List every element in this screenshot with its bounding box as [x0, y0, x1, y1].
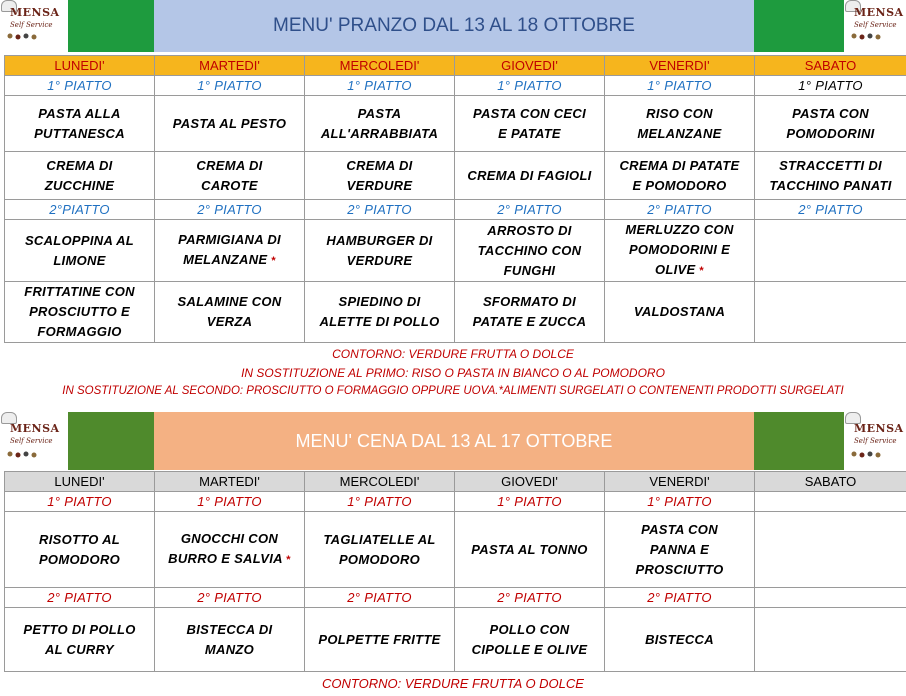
- course-label: 1° PIATTO: [155, 76, 305, 96]
- dish-cell: [605, 96, 755, 152]
- logo-subtitle: Self Service: [854, 437, 897, 445]
- dish-line: PANNA E: [649, 541, 710, 557]
- dish-line: FUNGHI: [503, 262, 556, 278]
- dish-line: PASTA CON: [792, 105, 869, 121]
- logo-decoration-icon: [6, 449, 46, 459]
- dish-line: PETTO DI POLLO: [23, 621, 136, 637]
- lunch-secondo-row-2: [5, 282, 906, 343]
- dish-line: GNOCCHI CON: [180, 531, 279, 546]
- dish-cell: [305, 152, 455, 200]
- dish-line: CIPOLLE E OLIVE: [471, 641, 588, 657]
- dish-line: PASTA AL TONNO: [471, 541, 588, 557]
- day-header: MARTEDI': [155, 56, 305, 76]
- frozen-marker: *: [271, 255, 276, 267]
- course-label: 2°PIATTO: [5, 200, 155, 220]
- lunch-primo-row-2: [5, 152, 906, 200]
- dish-cell: [755, 220, 906, 282]
- green-bar-right: [754, 412, 844, 470]
- dish-cell: [5, 608, 155, 672]
- dish-cell: [155, 608, 305, 672]
- dish-cell: [155, 282, 305, 343]
- dinner-secondo-row: [5, 608, 906, 672]
- dish-cell: [5, 512, 155, 588]
- dish-line: VERDURE: [346, 252, 413, 268]
- dish-line: MELANZANE: [637, 125, 722, 141]
- dish-line: FRITTATINE CON: [24, 284, 135, 299]
- dish-line: PASTA CON: [641, 521, 718, 537]
- dish-cell: [305, 512, 455, 588]
- course-label: 2° PIATTO: [455, 200, 605, 220]
- dish-cell: [455, 152, 605, 200]
- dish-line: [157, 549, 302, 570]
- day-header: MARTEDI': [155, 472, 305, 492]
- dish-line: SFORMATO DI: [482, 294, 577, 309]
- dish-cell: [155, 96, 305, 152]
- course-label: 1° PIATTO: [305, 492, 455, 512]
- dish-text: BURRO E SALVIA: [168, 551, 283, 566]
- dish-cell: [455, 282, 605, 343]
- dish-line: PASTA AL PESTO: [172, 115, 287, 131]
- dish-line: TAGLIATELLE AL: [323, 531, 436, 547]
- dish-cell: [305, 608, 455, 672]
- course-label: 1° PIATTO: [455, 76, 605, 96]
- dish-cell: [755, 282, 906, 343]
- course-label: 2° PIATTO: [605, 200, 755, 220]
- dish-cell: [5, 152, 155, 200]
- course-label: [755, 492, 906, 512]
- dish-line: SPIEDINO DI: [338, 294, 421, 309]
- dish-cell: [455, 96, 605, 152]
- dish-cell: [455, 512, 605, 588]
- dish-line: ZUCCHINE: [44, 177, 115, 193]
- lunch-primo-label-row: [5, 76, 906, 96]
- course-label: 1° PIATTO: [755, 76, 906, 96]
- dinner-days-row: [5, 472, 906, 492]
- dish-line: ALL'ARRABBIATA: [320, 125, 439, 141]
- dish-line: POLPETTE FRITTE: [318, 631, 441, 647]
- dinner-menu-table: [4, 471, 906, 672]
- lunch-note-secondo-substitution: IN SOSTITUZIONE AL SECONDO: PROSCIUTTO O FORMAGGIO OPPURE UOVA.*ALIMENTI SURGELATI O CONTENENTI PRODOTTI SURGELATI: [62, 385, 844, 397]
- dish-cell: [155, 152, 305, 200]
- day-header: LUNEDI': [5, 472, 155, 492]
- day-header: SABATO: [755, 56, 906, 76]
- dinner-primo-row: [5, 512, 906, 588]
- frozen-marker: *: [286, 554, 291, 566]
- dish-line: ALETTE DI POLLO: [319, 314, 440, 329]
- dish-cell: [605, 608, 755, 672]
- dish-line: CREMA DI: [196, 157, 263, 173]
- logo-decoration-icon: [850, 449, 890, 459]
- dish-cell: [755, 608, 906, 672]
- dish-line: CAROTE: [201, 177, 258, 193]
- frozen-marker: *: [699, 265, 705, 277]
- dinner-note-contorno: CONTORNO: VERDURE FRUTTA O DOLCE: [322, 676, 584, 691]
- day-header: MERCOLEDI': [305, 56, 455, 76]
- dinner-title-text: MENU' CENA DAL 13 AL 17 OTTOBRE: [295, 430, 613, 451]
- green-bar-left: [68, 0, 154, 52]
- logo-name: MENSA: [10, 422, 60, 435]
- dish-cell: [755, 512, 906, 588]
- dish-line: POMODORINI: [786, 125, 875, 141]
- course-label: 2° PIATTO: [455, 588, 605, 608]
- dish-line: MERLUZZO CON: [625, 222, 734, 237]
- dish-cell: [755, 96, 906, 152]
- dish-line: AL CURRY: [44, 641, 115, 657]
- mensa-logo-right: [844, 0, 906, 52]
- green-bar-right: [754, 0, 844, 52]
- dish-cell: [305, 96, 455, 152]
- dish-cell: [155, 220, 305, 282]
- mensa-logo-right: [844, 412, 906, 470]
- dish-text: OLIVE: [654, 262, 696, 277]
- lunch-menu-table: [4, 55, 906, 343]
- course-label: 2° PIATTO: [305, 588, 455, 608]
- day-header: VENERDI': [605, 56, 755, 76]
- logo-name: MENSA: [854, 6, 904, 19]
- course-label: 2° PIATTO: [155, 200, 305, 220]
- dish-line: BISTECCA DI: [186, 621, 273, 637]
- dish-line: SCALOPPINA AL: [24, 232, 135, 248]
- dish-cell: [755, 152, 906, 200]
- dish-line: HAMBURGER DI: [326, 232, 433, 248]
- dish-line: PASTA CON CECI: [472, 105, 587, 121]
- dish-cell: [605, 220, 755, 282]
- logo-name: MENSA: [854, 422, 904, 435]
- dish-cell: [605, 512, 755, 588]
- dish-line: CREMA DI: [346, 157, 413, 173]
- dish-line: PROSCIUTTO: [635, 561, 724, 577]
- dish-cell: [605, 152, 755, 200]
- dish-line: PARMIGIANA DI: [178, 232, 281, 247]
- course-label: 2° PIATTO: [305, 200, 455, 220]
- mensa-logo-left: [0, 412, 68, 470]
- dish-cell: [455, 220, 605, 282]
- dish-cell: [305, 282, 455, 343]
- dish-line: TACCHINO PANATI: [769, 177, 892, 193]
- lunch-days-row: [5, 56, 906, 76]
- day-header: MERCOLEDI': [305, 472, 455, 492]
- dish-cell: [155, 512, 305, 588]
- dish-cell: [5, 282, 155, 343]
- dish-line: [157, 250, 302, 271]
- dinner-primo-label-row: [5, 492, 906, 512]
- dish-line: VALDOSTANA: [633, 304, 726, 319]
- dish-line: MANZO: [204, 641, 255, 657]
- dish-cell: [305, 220, 455, 282]
- dish-line: BISTECCA: [645, 631, 714, 647]
- day-header: GIOVEDI': [455, 56, 605, 76]
- dish-line: CREMA DI: [46, 157, 113, 173]
- dish-line: ARROSTO DI: [487, 222, 572, 238]
- dish-line: [607, 260, 752, 281]
- course-label: 2° PIATTO: [605, 588, 755, 608]
- dish-line: PATATE E ZUCCA: [472, 314, 587, 329]
- lunch-primo-row-1: [5, 96, 906, 152]
- dish-line: VERZA: [206, 314, 253, 329]
- dish-line: STRACCETTI DI: [779, 157, 882, 173]
- course-label: 1° PIATTO: [5, 492, 155, 512]
- green-bar-left: [68, 412, 154, 470]
- course-label: 2° PIATTO: [755, 200, 906, 220]
- dish-line: E PATATE: [498, 125, 561, 141]
- dish-line: POLLO CON: [489, 621, 570, 637]
- dish-line: VERDURE: [346, 177, 413, 193]
- logo-subtitle: Self Service: [10, 437, 53, 445]
- dish-line: PASTA: [357, 105, 402, 121]
- day-header: SABATO: [755, 472, 906, 492]
- dish-text: MELANZANE: [183, 252, 268, 267]
- dinner-secondo-label-row: [5, 588, 906, 608]
- dish-cell: [5, 96, 155, 152]
- course-label: 1° PIATTO: [455, 492, 605, 512]
- logo-decoration-icon: [850, 31, 890, 41]
- dish-line: E POMODORO: [632, 177, 727, 193]
- dish-line: PROSCIUTTO E: [29, 304, 130, 319]
- mensa-logo-left: [0, 0, 68, 52]
- dish-line: TACCHINO CON: [477, 242, 582, 258]
- dish-line: POMODORO: [38, 551, 121, 567]
- dish-cell: [455, 608, 605, 672]
- dish-line: PUTTANESCA: [34, 125, 125, 141]
- dish-cell: [5, 220, 155, 282]
- lunch-secondo-label-row: [5, 200, 906, 220]
- dish-line: FORMAGGIO: [37, 324, 122, 339]
- day-header: VENERDI': [605, 472, 755, 492]
- dish-line: PASTA ALLA: [38, 105, 121, 121]
- dish-line: RISO CON: [646, 105, 713, 121]
- course-label: 1° PIATTO: [605, 76, 755, 96]
- course-label: 1° PIATTO: [5, 76, 155, 96]
- lunch-note-contorno: CONTORNO: VERDURE FRUTTA O DOLCE: [332, 347, 574, 361]
- dish-line: LIMONE: [53, 252, 106, 268]
- dish-line: CREMA DI FAGIOLI: [467, 167, 592, 183]
- dish-line: SALAMINE CON: [177, 294, 282, 309]
- course-label: [755, 588, 906, 608]
- dish-cell: [605, 282, 755, 343]
- logo-subtitle: Self Service: [10, 21, 53, 29]
- lunch-secondo-row-1: [5, 220, 906, 282]
- logo-subtitle: Self Service: [854, 21, 897, 29]
- logo-decoration-icon: [6, 31, 46, 41]
- day-header: LUNEDI': [5, 56, 155, 76]
- course-label: 2° PIATTO: [155, 588, 305, 608]
- dish-line: POMODORINI E: [628, 242, 731, 257]
- course-label: 2° PIATTO: [5, 588, 155, 608]
- lunch-title: [154, 0, 754, 52]
- dish-line: CREMA DI PATATE: [619, 157, 740, 173]
- dinner-title: [154, 412, 754, 470]
- lunch-title-text: MENU' PRANZO DAL 13 AL 18 OTTOBRE: [273, 15, 635, 36]
- lunch-note-primo-substitution: IN SOSTITUZIONE AL PRIMO: RISO O PASTA IN BIANCO O AL POMODORO: [241, 366, 665, 380]
- course-label: 1° PIATTO: [605, 492, 755, 512]
- dish-line: RISOTTO AL: [39, 531, 120, 547]
- day-header: GIOVEDI': [455, 472, 605, 492]
- course-label: 1° PIATTO: [305, 76, 455, 96]
- course-label: 1° PIATTO: [155, 492, 305, 512]
- dish-line: POMODORO: [338, 551, 421, 567]
- logo-name: MENSA: [10, 6, 60, 19]
